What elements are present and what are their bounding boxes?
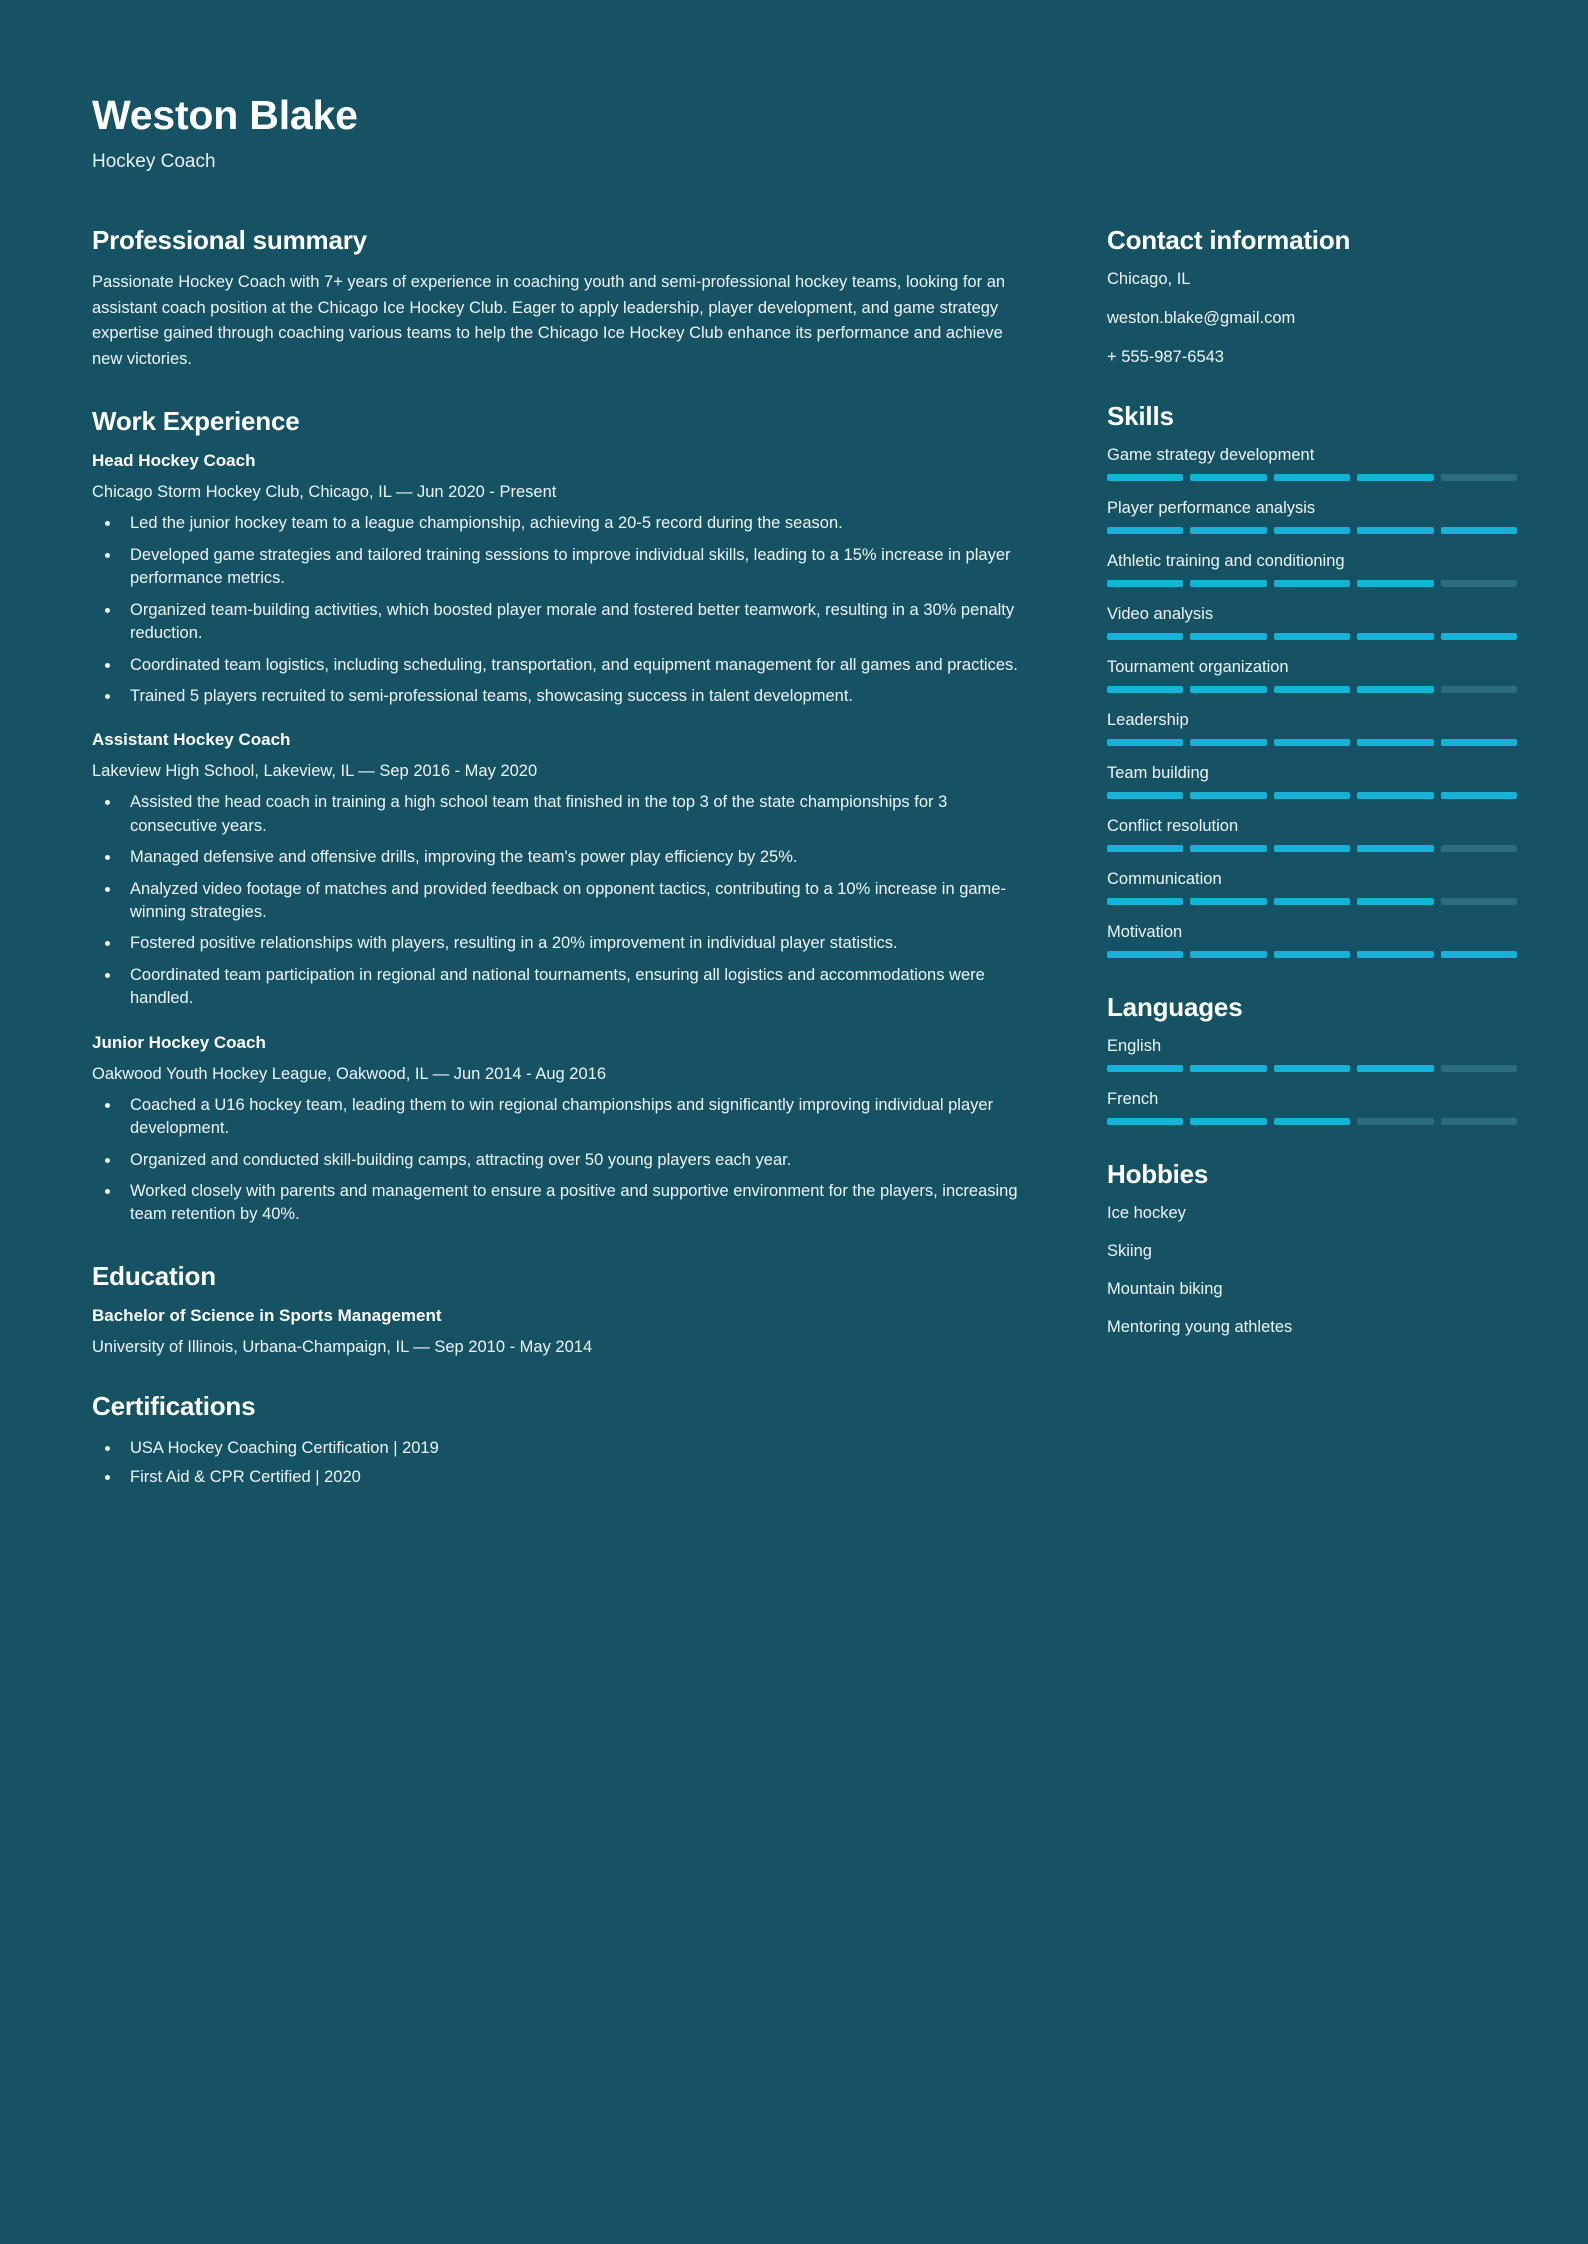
job-meta: Oakwood Youth Hockey League, Oakwood, IL — Jun 2014 - Aug 2016 <box>92 1064 606 1083</box>
job-bullet: Analyzed video footage of matches and provided feedback on opponent tactics, contributing to a 10% increase in game-winning strategies. <box>92 878 1037 925</box>
job-bullets <box>92 512 1037 708</box>
skill-rating-segment <box>1190 898 1266 905</box>
skill-label: Motivation <box>1107 923 1183 942</box>
skill-rating-segment <box>1190 845 1266 852</box>
skill-rating-segment <box>1190 951 1266 958</box>
certifications-list <box>92 1436 1037 1490</box>
skill-rating-segment <box>1357 580 1433 587</box>
summary-text: Passionate Hockey Coach with 7+ years of experience in coaching youth and semi-professional hockey teams, looking for an assistant coach position at the Chicago Ice Hockey Club. Eager to apply leadership, player development, and game strategy expertise gained through coaching various teams to help the Chicago Ice Hockey Club enhance its performance and achieve new victories. <box>92 273 1006 368</box>
skill-item <box>1107 870 1517 905</box>
job-meta: Lakeview High School, Lakeview, IL — Sep 2016 - May 2020 <box>92 762 538 781</box>
skill-rating-segment <box>1441 686 1517 693</box>
skill-label: Leadership <box>1107 711 1189 730</box>
job-bullet: Worked closely with parents and management to ensure a positive and supportive environment for the players, increasing team retention by 40%. <box>92 1180 1037 1227</box>
skill-rating-segment <box>1441 633 1517 640</box>
language-rating-segment <box>1441 1065 1517 1072</box>
skill-rating-segment <box>1107 951 1183 958</box>
job-role: Junior Hockey Coach <box>92 1032 266 1052</box>
language-rating-segment <box>1107 1118 1183 1125</box>
skill-rating-segment <box>1107 792 1183 799</box>
job-meta: Chicago Storm Hockey Club, Chicago, IL — Jun 2020 - Present <box>92 483 557 502</box>
hobby-item: Ice hockey <box>1107 1204 1186 1223</box>
candidate-name: Weston Blake <box>92 92 358 138</box>
skill-rating-segment <box>1357 527 1433 534</box>
language-rating-segment <box>1190 1118 1266 1125</box>
skill-rating-segment <box>1274 845 1350 852</box>
skill-rating-segment <box>1107 474 1183 481</box>
hobbies-section <box>1107 1159 1517 1337</box>
job-bullet: Assisted the head coach in training a high school team that finished in the top 3 of the state championships for 3 consecutive years. <box>92 791 1037 838</box>
hobby-item: Mountain biking <box>1107 1280 1223 1299</box>
skill-rating-segment <box>1107 686 1183 693</box>
language-rating-segment <box>1357 1065 1433 1072</box>
work-experience-section <box>92 406 1037 1226</box>
job-bullet: Developed game strategies and tailored training sessions to improve individual skills, leading to a 15% increase in player performance metrics. <box>92 544 1037 591</box>
skills-section <box>1107 401 1517 958</box>
job-bullet: Coached a U16 hockey team, leading them to win regional championships and significantly improving individual player development. <box>92 1094 1037 1141</box>
skill-item <box>1107 923 1517 958</box>
skill-rating-bar <box>1107 898 1517 905</box>
skills-list <box>1107 446 1517 958</box>
hobbies-heading: Hobbies <box>1107 1159 1209 1190</box>
skill-item <box>1107 711 1517 746</box>
language-rating-bar <box>1107 1118 1517 1125</box>
work-entry <box>92 730 1037 1010</box>
skill-rating-segment <box>1190 474 1266 481</box>
summary-heading: Professional summary <box>92 225 367 256</box>
skill-rating-bar <box>1107 580 1517 587</box>
skill-label: Communication <box>1107 870 1222 889</box>
skill-rating-segment <box>1274 898 1350 905</box>
job-bullets <box>92 791 1037 1010</box>
skill-item <box>1107 552 1517 587</box>
job-role: Assistant Hockey Coach <box>92 730 291 750</box>
job-bullet: Fostered positive relationships with players, resulting in a 20% improvement in individual player statistics. <box>92 932 1037 955</box>
skill-rating-segment <box>1274 951 1350 958</box>
languages-heading: Languages <box>1107 992 1243 1023</box>
skill-item <box>1107 446 1517 481</box>
skill-rating-bar <box>1107 686 1517 693</box>
contact-email[interactable]: weston.blake@gmail.com <box>1107 309 1296 328</box>
skill-rating-segment <box>1107 633 1183 640</box>
skill-rating-segment <box>1357 686 1433 693</box>
skill-rating-segment <box>1441 580 1517 587</box>
skill-rating-segment <box>1107 527 1183 534</box>
contact-location: Chicago, IL <box>1107 270 1191 289</box>
skill-item <box>1107 764 1517 799</box>
skill-rating-segment <box>1274 792 1350 799</box>
skill-rating-segment <box>1274 686 1350 693</box>
skill-rating-bar <box>1107 474 1517 481</box>
language-rating-segment <box>1107 1065 1183 1072</box>
skill-rating-segment <box>1441 845 1517 852</box>
skill-rating-segment <box>1190 633 1266 640</box>
education-heading: Education <box>92 1260 216 1291</box>
skill-rating-segment <box>1190 686 1266 693</box>
skill-rating-segment <box>1190 580 1266 587</box>
job-bullet: Organized and conducted skill-building camps, attracting over 50 young players each year. <box>92 1149 1037 1172</box>
work-entry <box>92 1033 1037 1227</box>
skill-label: Video analysis <box>1107 605 1214 624</box>
skill-item <box>1107 499 1517 534</box>
language-rating-segment <box>1274 1118 1350 1125</box>
education-degree: Bachelor of Science in Sports Management <box>92 1305 442 1325</box>
skill-label: Player performance analysis <box>1107 499 1316 518</box>
job-bullet: Coordinated team logistics, including scheduling, transportation, and equipment management for all games and practices. <box>92 654 1037 677</box>
skill-rating-segment <box>1441 792 1517 799</box>
language-rating-segment <box>1357 1118 1433 1125</box>
skill-label: Team building <box>1107 764 1209 783</box>
job-bullet: Trained 5 players recruited to semi-professional teams, showcasing success in talent development. <box>92 685 1037 708</box>
skill-label: Athletic training and conditioning <box>1107 552 1345 571</box>
resume-columns <box>92 225 1484 1523</box>
language-rating-segment <box>1441 1118 1517 1125</box>
skill-rating-segment <box>1274 580 1350 587</box>
skill-item <box>1107 817 1517 852</box>
job-bullets <box>92 1094 1037 1227</box>
skill-rating-bar <box>1107 792 1517 799</box>
education-meta: University of Illinois, Urbana-Champaign, IL — Sep 2010 - May 2014 <box>92 1337 593 1356</box>
skill-rating-segment <box>1107 580 1183 587</box>
skill-label: Conflict resolution <box>1107 817 1239 836</box>
contact-section <box>1107 225 1517 367</box>
hobby-item: Skiing <box>1107 1242 1152 1261</box>
skill-rating-segment <box>1274 739 1350 746</box>
skill-rating-segment <box>1274 633 1350 640</box>
skill-rating-segment <box>1441 474 1517 481</box>
skills-heading: Skills <box>1107 401 1174 432</box>
skill-rating-segment <box>1357 633 1433 640</box>
job-bullet: Led the junior hockey team to a league championship, achieving a 20-5 record during the season. <box>92 512 1037 535</box>
certification-item: USA Hockey Coaching Certification | 2019 <box>92 1436 1037 1461</box>
skill-label: Tournament organization <box>1107 658 1289 677</box>
main-column <box>92 225 1037 1523</box>
skill-rating-segment <box>1107 898 1183 905</box>
skill-rating-segment <box>1190 527 1266 534</box>
certification-item: First Aid & CPR Certified | 2020 <box>92 1465 1037 1490</box>
language-rating-segment <box>1190 1065 1266 1072</box>
skill-rating-bar <box>1107 739 1517 746</box>
resume-header <box>92 92 1484 173</box>
languages-list <box>1107 1037 1517 1125</box>
sidebar-column <box>1107 225 1517 1371</box>
skill-item <box>1107 658 1517 693</box>
skill-rating-bar <box>1107 633 1517 640</box>
language-item <box>1107 1037 1517 1072</box>
skill-rating-bar <box>1107 845 1517 852</box>
skill-item <box>1107 605 1517 640</box>
language-label: French <box>1107 1090 1159 1109</box>
contact-heading: Contact information <box>1107 225 1351 256</box>
skill-rating-segment <box>1441 898 1517 905</box>
skill-rating-segment <box>1274 527 1350 534</box>
skill-rating-bar <box>1107 527 1517 534</box>
skill-rating-segment <box>1357 845 1433 852</box>
skill-rating-segment <box>1441 527 1517 534</box>
education-section <box>92 1261 1037 1357</box>
summary-section <box>92 225 1037 372</box>
language-rating-bar <box>1107 1065 1517 1072</box>
certifications-section <box>92 1391 1037 1490</box>
skill-rating-segment <box>1190 792 1266 799</box>
skill-rating-segment <box>1190 739 1266 746</box>
languages-section <box>1107 992 1517 1125</box>
hobby-item: Mentoring young athletes <box>1107 1318 1293 1337</box>
skill-rating-segment <box>1357 739 1433 746</box>
job-bullet: Managed defensive and offensive drills, improving the team's power play efficiency by 25%. <box>92 846 1037 869</box>
skill-rating-bar <box>1107 951 1517 958</box>
job-bullet: Coordinated team participation in regional and national tournaments, ensuring all logistics and accommodations were handled. <box>92 964 1037 1011</box>
skill-rating-segment <box>1274 474 1350 481</box>
candidate-title: Hockey Coach <box>92 151 216 173</box>
language-item <box>1107 1090 1517 1125</box>
skill-rating-segment <box>1357 951 1433 958</box>
contact-phone[interactable]: + 555-987-6543 <box>1107 348 1224 367</box>
skill-rating-segment <box>1441 951 1517 958</box>
job-role: Head Hockey Coach <box>92 451 256 471</box>
skill-rating-segment <box>1357 474 1433 481</box>
job-bullet: Organized team-building activities, which boosted player morale and fostered better teamwork, resulting in a 30% penalty reduction. <box>92 599 1037 646</box>
certifications-heading: Certifications <box>92 1390 256 1421</box>
skill-rating-segment <box>1357 792 1433 799</box>
skill-rating-segment <box>1107 739 1183 746</box>
skill-rating-segment <box>1107 845 1183 852</box>
work-entry <box>92 451 1037 708</box>
skill-rating-segment <box>1441 739 1517 746</box>
skill-rating-segment <box>1357 898 1433 905</box>
skill-label: Game strategy development <box>1107 446 1315 465</box>
language-rating-segment <box>1274 1065 1350 1072</box>
language-label: English <box>1107 1037 1162 1056</box>
work-heading: Work Experience <box>92 406 300 437</box>
